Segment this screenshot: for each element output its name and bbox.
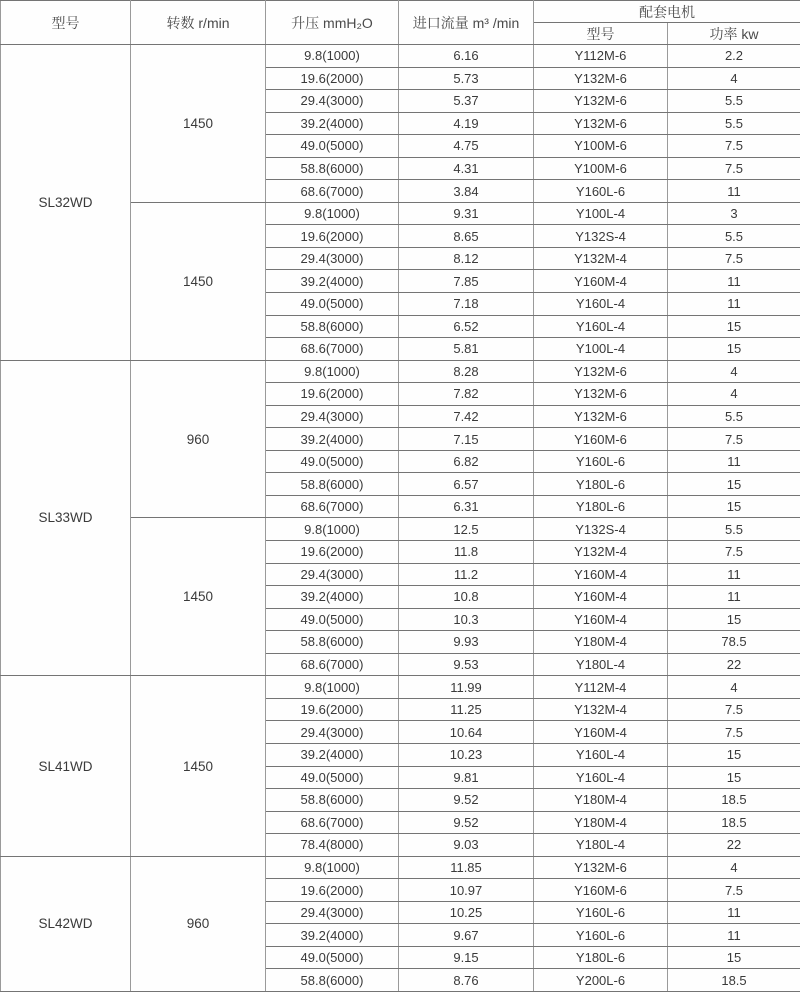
pressure-cell: 29.4(3000) — [266, 405, 399, 428]
pressure-cell: 19.6(2000) — [266, 67, 399, 90]
motor-cell: Y180M-4 — [534, 631, 668, 654]
power-cell: 15 — [668, 495, 800, 518]
motor-cell: Y100M-6 — [534, 157, 668, 180]
speed-column-header: 转数 r/min — [131, 1, 266, 45]
flow-cell: 4.19 — [399, 112, 534, 135]
motor-cell: Y132M-6 — [534, 90, 668, 113]
power-cell: 5.5 — [668, 90, 800, 113]
motor-cell: Y132M-6 — [534, 67, 668, 90]
pressure-cell: 19.6(2000) — [266, 541, 399, 564]
pressure-cell: 49.0(5000) — [266, 293, 399, 316]
motor-cell: Y100L-4 — [534, 338, 668, 361]
power-cell: 11 — [668, 180, 800, 203]
motor-cell: Y180L-6 — [534, 495, 668, 518]
pressure-cell: 58.8(6000) — [266, 969, 399, 992]
motor-cell: Y160L-6 — [534, 924, 668, 947]
pressure-cell: 39.2(4000) — [266, 586, 399, 609]
pressure-cell: 68.6(7000) — [266, 180, 399, 203]
flow-cell: 10.25 — [399, 901, 534, 924]
power-cell: 15 — [668, 608, 800, 631]
pressure-cell: 9.8(1000) — [266, 856, 399, 879]
flow-cell: 11.85 — [399, 856, 534, 879]
motor-cell: Y160M-4 — [534, 608, 668, 631]
pressure-cell: 39.2(4000) — [266, 743, 399, 766]
model-column-header: 型号 — [1, 1, 131, 45]
flow-cell: 6.82 — [399, 450, 534, 473]
model-cell: SL42WD — [1, 856, 131, 991]
power-cell: 7.5 — [668, 698, 800, 721]
motor-cell: Y132M-6 — [534, 856, 668, 879]
flow-cell: 11.8 — [399, 541, 534, 564]
power-cell: 7.5 — [668, 541, 800, 564]
power-cell: 7.5 — [668, 157, 800, 180]
table-header — [1, 1, 800, 45]
flow-cell: 8.28 — [399, 360, 534, 383]
flow-cell: 9.93 — [399, 631, 534, 654]
flow-cell: 9.67 — [399, 924, 534, 947]
power-cell: 18.5 — [668, 969, 800, 992]
speed-cell: 1450 — [131, 518, 266, 676]
pressure-cell: 49.0(5000) — [266, 946, 399, 969]
speed-cell: 960 — [131, 360, 266, 518]
pressure-cell: 49.0(5000) — [266, 766, 399, 789]
pressure-cell: 39.2(4000) — [266, 428, 399, 451]
flow-cell: 6.31 — [399, 495, 534, 518]
power-cell: 4 — [668, 360, 800, 383]
flow-cell: 10.64 — [399, 721, 534, 744]
pressure-cell: 9.8(1000) — [266, 360, 399, 383]
pressure-cell: 9.8(1000) — [266, 45, 399, 68]
flow-cell: 8.65 — [399, 225, 534, 248]
flow-cell: 4.75 — [399, 135, 534, 158]
motor-cell: Y132M-4 — [534, 541, 668, 564]
pressure-cell: 58.8(6000) — [266, 789, 399, 812]
flow-cell: 8.12 — [399, 247, 534, 270]
pressure-cell: 29.4(3000) — [266, 563, 399, 586]
flow-cell: 9.52 — [399, 789, 534, 812]
pressure-cell: 49.0(5000) — [266, 450, 399, 473]
flow-cell: 6.16 — [399, 45, 534, 68]
flow-cell: 7.18 — [399, 293, 534, 316]
flow-cell: 9.53 — [399, 653, 534, 676]
flow-cell: 11.99 — [399, 676, 534, 699]
table-row — [1, 45, 800, 68]
model-cell: SL41WD — [1, 676, 131, 856]
pressure-cell: 68.6(7000) — [266, 338, 399, 361]
flow-cell: 7.42 — [399, 405, 534, 428]
flow-cell: 9.15 — [399, 946, 534, 969]
power-cell: 22 — [668, 653, 800, 676]
power-cell: 11 — [668, 563, 800, 586]
power-cell: 11 — [668, 901, 800, 924]
motor-cell: Y160M-4 — [534, 563, 668, 586]
power-cell: 18.5 — [668, 811, 800, 834]
flow-cell: 9.52 — [399, 811, 534, 834]
motor-cell: Y160L-6 — [534, 901, 668, 924]
motor-cell: Y112M-6 — [534, 45, 668, 68]
motor-cell: Y180L-4 — [534, 834, 668, 857]
flow-cell: 11.25 — [399, 698, 534, 721]
motor-cell: Y112M-4 — [534, 676, 668, 699]
pressure-cell: 58.8(6000) — [266, 631, 399, 654]
motor-cell: Y160L-6 — [534, 450, 668, 473]
flow-cell: 10.97 — [399, 879, 534, 902]
power-cell: 18.5 — [668, 789, 800, 812]
table-body — [1, 45, 800, 992]
motor-cell: Y180L-6 — [534, 946, 668, 969]
speed-cell: 1450 — [131, 202, 266, 360]
pressure-cell: 29.4(3000) — [266, 901, 399, 924]
motor-cell: Y160M-6 — [534, 428, 668, 451]
model-cell: SL32WD — [1, 45, 131, 361]
power-cell: 5.5 — [668, 112, 800, 135]
flow-cell: 7.85 — [399, 270, 534, 293]
flow-cell: 10.3 — [399, 608, 534, 631]
pressure-cell: 49.0(5000) — [266, 608, 399, 631]
pressure-cell: 29.4(3000) — [266, 721, 399, 744]
motor-cell: Y132M-4 — [534, 247, 668, 270]
motor-cell: Y180L-6 — [534, 473, 668, 496]
flow-cell: 8.76 — [399, 969, 534, 992]
pressure-cell: 29.4(3000) — [266, 90, 399, 113]
power-cell: 7.5 — [668, 135, 800, 158]
power-cell: 15 — [668, 338, 800, 361]
motor-cell: Y160M-4 — [534, 270, 668, 293]
motor-cell: Y180M-4 — [534, 789, 668, 812]
pressure-cell: 58.8(6000) — [266, 473, 399, 496]
flow-cell: 9.81 — [399, 766, 534, 789]
power-cell: 15 — [668, 766, 800, 789]
motor-cell: Y132M-6 — [534, 405, 668, 428]
power-cell: 11 — [668, 924, 800, 947]
power-cell: 22 — [668, 834, 800, 857]
flow-cell: 11.2 — [399, 563, 534, 586]
pressure-cell: 9.8(1000) — [266, 518, 399, 541]
power-cell: 3 — [668, 202, 800, 225]
pressure-cell: 19.6(2000) — [266, 879, 399, 902]
pressure-cell: 68.6(7000) — [266, 495, 399, 518]
power-cell: 78.5 — [668, 631, 800, 654]
motor-cell: Y160L-6 — [534, 180, 668, 203]
motor-cell: Y132M-4 — [534, 698, 668, 721]
motor-cell: Y160L-4 — [534, 743, 668, 766]
power-cell: 4 — [668, 67, 800, 90]
motor-cell: Y160L-4 — [534, 766, 668, 789]
motor-cell: Y160L-4 — [534, 293, 668, 316]
flow-cell: 7.15 — [399, 428, 534, 451]
flow-cell: 9.31 — [399, 202, 534, 225]
table-row — [1, 676, 800, 699]
motor-cell: Y132M-6 — [534, 383, 668, 406]
power-cell: 7.5 — [668, 247, 800, 270]
power-cell: 7.5 — [668, 428, 800, 451]
motor-cell: Y160M-4 — [534, 586, 668, 609]
pressure-cell: 19.6(2000) — [266, 225, 399, 248]
pressure-column-header: 升压 mmH₂O — [266, 1, 399, 45]
motor-model-column-header: 型号 — [534, 23, 668, 45]
pressure-cell: 68.6(7000) — [266, 653, 399, 676]
motor-cell: Y180L-4 — [534, 653, 668, 676]
table-row — [1, 856, 800, 879]
motor-cell: Y132M-6 — [534, 360, 668, 383]
motor-cell: Y132S-4 — [534, 518, 668, 541]
pressure-cell: 39.2(4000) — [266, 270, 399, 293]
motor-power-column-header: 功率 kw — [668, 23, 800, 45]
motor-cell: Y160M-4 — [534, 721, 668, 744]
motor-cell: Y132M-6 — [534, 112, 668, 135]
flow-cell: 9.03 — [399, 834, 534, 857]
power-cell: 15 — [668, 473, 800, 496]
power-cell: 4 — [668, 676, 800, 699]
pressure-cell: 58.8(6000) — [266, 315, 399, 338]
speed-cell: 1450 — [131, 676, 266, 856]
motor-cell: Y160M-6 — [534, 879, 668, 902]
motor-cell: Y132S-4 — [534, 225, 668, 248]
pressure-cell: 9.8(1000) — [266, 676, 399, 699]
flow-cell: 4.31 — [399, 157, 534, 180]
power-cell: 11 — [668, 293, 800, 316]
motor-cell: Y200L-6 — [534, 969, 668, 992]
power-cell: 5.5 — [668, 518, 800, 541]
power-cell: 15 — [668, 743, 800, 766]
power-cell: 7.5 — [668, 879, 800, 902]
power-cell: 5.5 — [668, 405, 800, 428]
pressure-cell: 19.6(2000) — [266, 383, 399, 406]
power-cell: 5.5 — [668, 225, 800, 248]
power-cell: 7.5 — [668, 721, 800, 744]
power-cell: 15 — [668, 315, 800, 338]
motor-cell: Y100L-4 — [534, 202, 668, 225]
flow-cell: 3.84 — [399, 180, 534, 203]
flow-cell: 10.23 — [399, 743, 534, 766]
speed-cell: 1450 — [131, 45, 266, 203]
power-cell: 2.2 — [668, 45, 800, 68]
pressure-cell: 78.4(8000) — [266, 834, 399, 857]
flow-cell: 5.81 — [399, 338, 534, 361]
power-cell: 15 — [668, 946, 800, 969]
pressure-cell: 68.6(7000) — [266, 811, 399, 834]
table-row — [1, 360, 800, 383]
power-cell: 11 — [668, 270, 800, 293]
motor-group-header: 配套电机 — [534, 1, 800, 23]
flow-cell: 10.8 — [399, 586, 534, 609]
flow-cell: 12.5 — [399, 518, 534, 541]
flow-column-header: 进口流量 m³ /min — [399, 1, 534, 45]
power-cell: 4 — [668, 856, 800, 879]
pressure-cell: 29.4(3000) — [266, 247, 399, 270]
power-cell: 11 — [668, 450, 800, 473]
motor-cell: Y160L-4 — [534, 315, 668, 338]
flow-cell: 5.37 — [399, 90, 534, 113]
pressure-cell: 39.2(4000) — [266, 924, 399, 947]
model-cell: SL33WD — [1, 360, 131, 676]
flow-cell: 6.57 — [399, 473, 534, 496]
flow-cell: 6.52 — [399, 315, 534, 338]
motor-cell: Y100M-6 — [534, 135, 668, 158]
pressure-cell: 49.0(5000) — [266, 135, 399, 158]
flow-cell: 7.82 — [399, 383, 534, 406]
pressure-cell: 9.8(1000) — [266, 202, 399, 225]
power-cell: 4 — [668, 383, 800, 406]
speed-cell: 960 — [131, 856, 266, 991]
pressure-cell: 39.2(4000) — [266, 112, 399, 135]
motor-cell: Y180M-4 — [534, 811, 668, 834]
flow-cell: 5.73 — [399, 67, 534, 90]
header-row-1 — [1, 1, 800, 23]
power-cell: 11 — [668, 586, 800, 609]
pressure-cell: 19.6(2000) — [266, 698, 399, 721]
pressure-cell: 58.8(6000) — [266, 157, 399, 180]
